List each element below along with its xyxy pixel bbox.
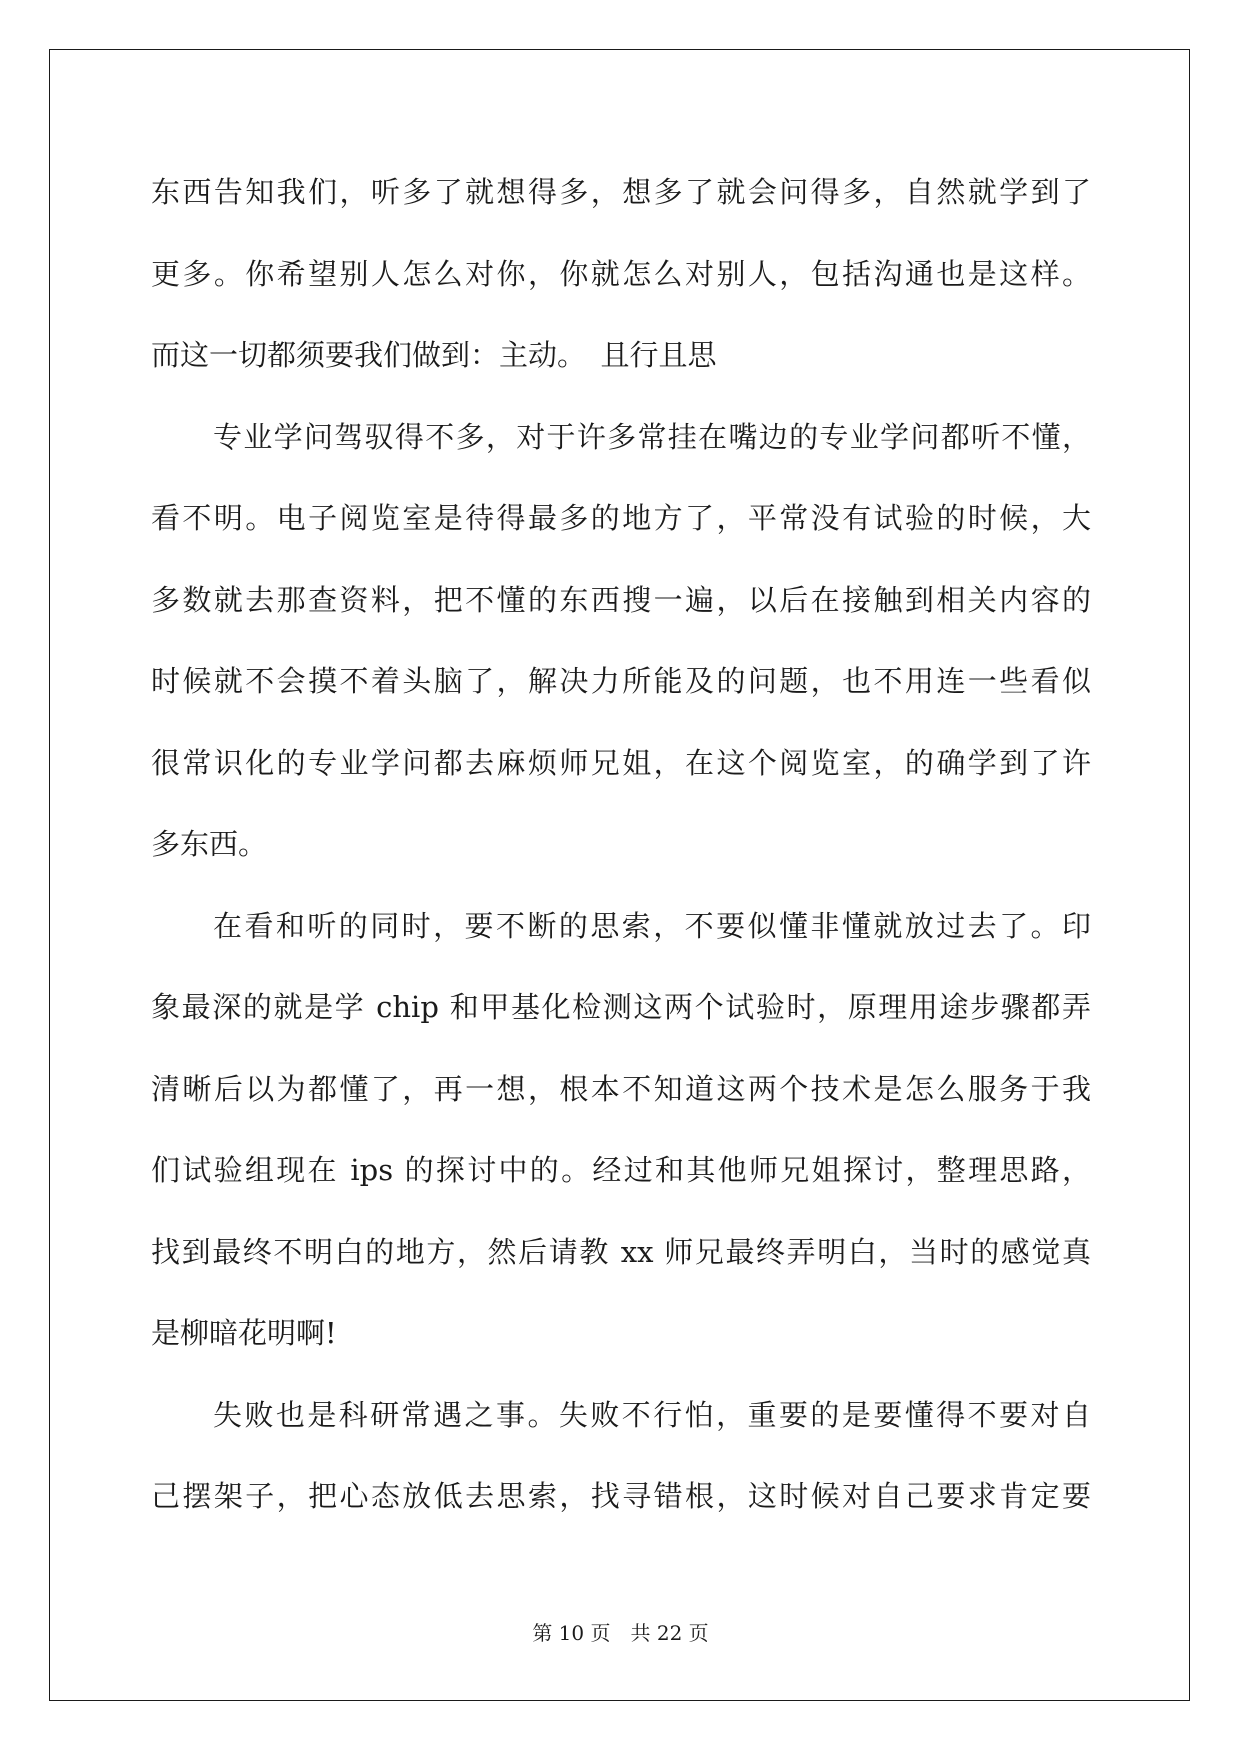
text-line: 东西告知我们，听多了就想得多，想多了就会问得多，自然就学到了 bbox=[151, 175, 1091, 209]
page-footer: 第 10 页 共 22 页 bbox=[532, 1621, 709, 1645]
text-line: 是柳暗花明啊! bbox=[151, 1316, 337, 1350]
text-line: 很常识化的专业学问都去麻烦师兄姐，在这个阅览室，的确学到了许 bbox=[151, 745, 1091, 780]
text-line: 清晰后以为都懂了，再一想，根本不知道这两个技术是怎么服务于我 bbox=[151, 1071, 1091, 1106]
text-line: 己摆架子，把心态放低去思索，找寻错根，这时候对自己要求肯定要 bbox=[151, 1479, 1091, 1513]
paragraph-start-line: 专业学问驾驭得不多，对于许多常挂在嘴边的专业学问都听不懂， bbox=[213, 419, 1091, 454]
document-body bbox=[151, 163, 1091, 1549]
text-line: 多东西。 bbox=[151, 827, 268, 861]
text-line: 们试验组现在 ips 的探讨中的。经过和其他师兄姐探讨，整理思路， bbox=[151, 1153, 1091, 1187]
text-line: 找到最终不明白的地方，然后请教 xx 师兄最终弄明白，当时的感觉真 bbox=[151, 1234, 1091, 1269]
paragraph-start-line: 失败也是科研常遇之事。失败不行怕，重要的是要懂得不要对自 bbox=[213, 1397, 1091, 1432]
text-line: 多数就去那查资料，把不懂的东西搜一遍，以后在接触到相关内容的 bbox=[151, 582, 1091, 617]
text-line: 更多。你希望别人怎么对你，你就怎么对别人，包括沟通也是这样。 bbox=[151, 256, 1091, 291]
text-line: 时候就不会摸不着头脑了，解决力所能及的问题，也不用连一些看似 bbox=[151, 664, 1091, 698]
text-line: 而这一切都须要我们做到：主动。 且行且思 bbox=[151, 338, 717, 372]
paragraph-start-line: 在看和听的同时，要不断的思索，不要似懂非懂就放过去了。印 bbox=[213, 908, 1091, 943]
text-line: 象最深的就是学 chip 和甲基化检测这两个试验时，原理用途步骤都弄 bbox=[151, 990, 1091, 1024]
text-line: 看不明。电子阅览室是待得最多的地方了，平常没有试验的时候，大 bbox=[151, 501, 1091, 535]
